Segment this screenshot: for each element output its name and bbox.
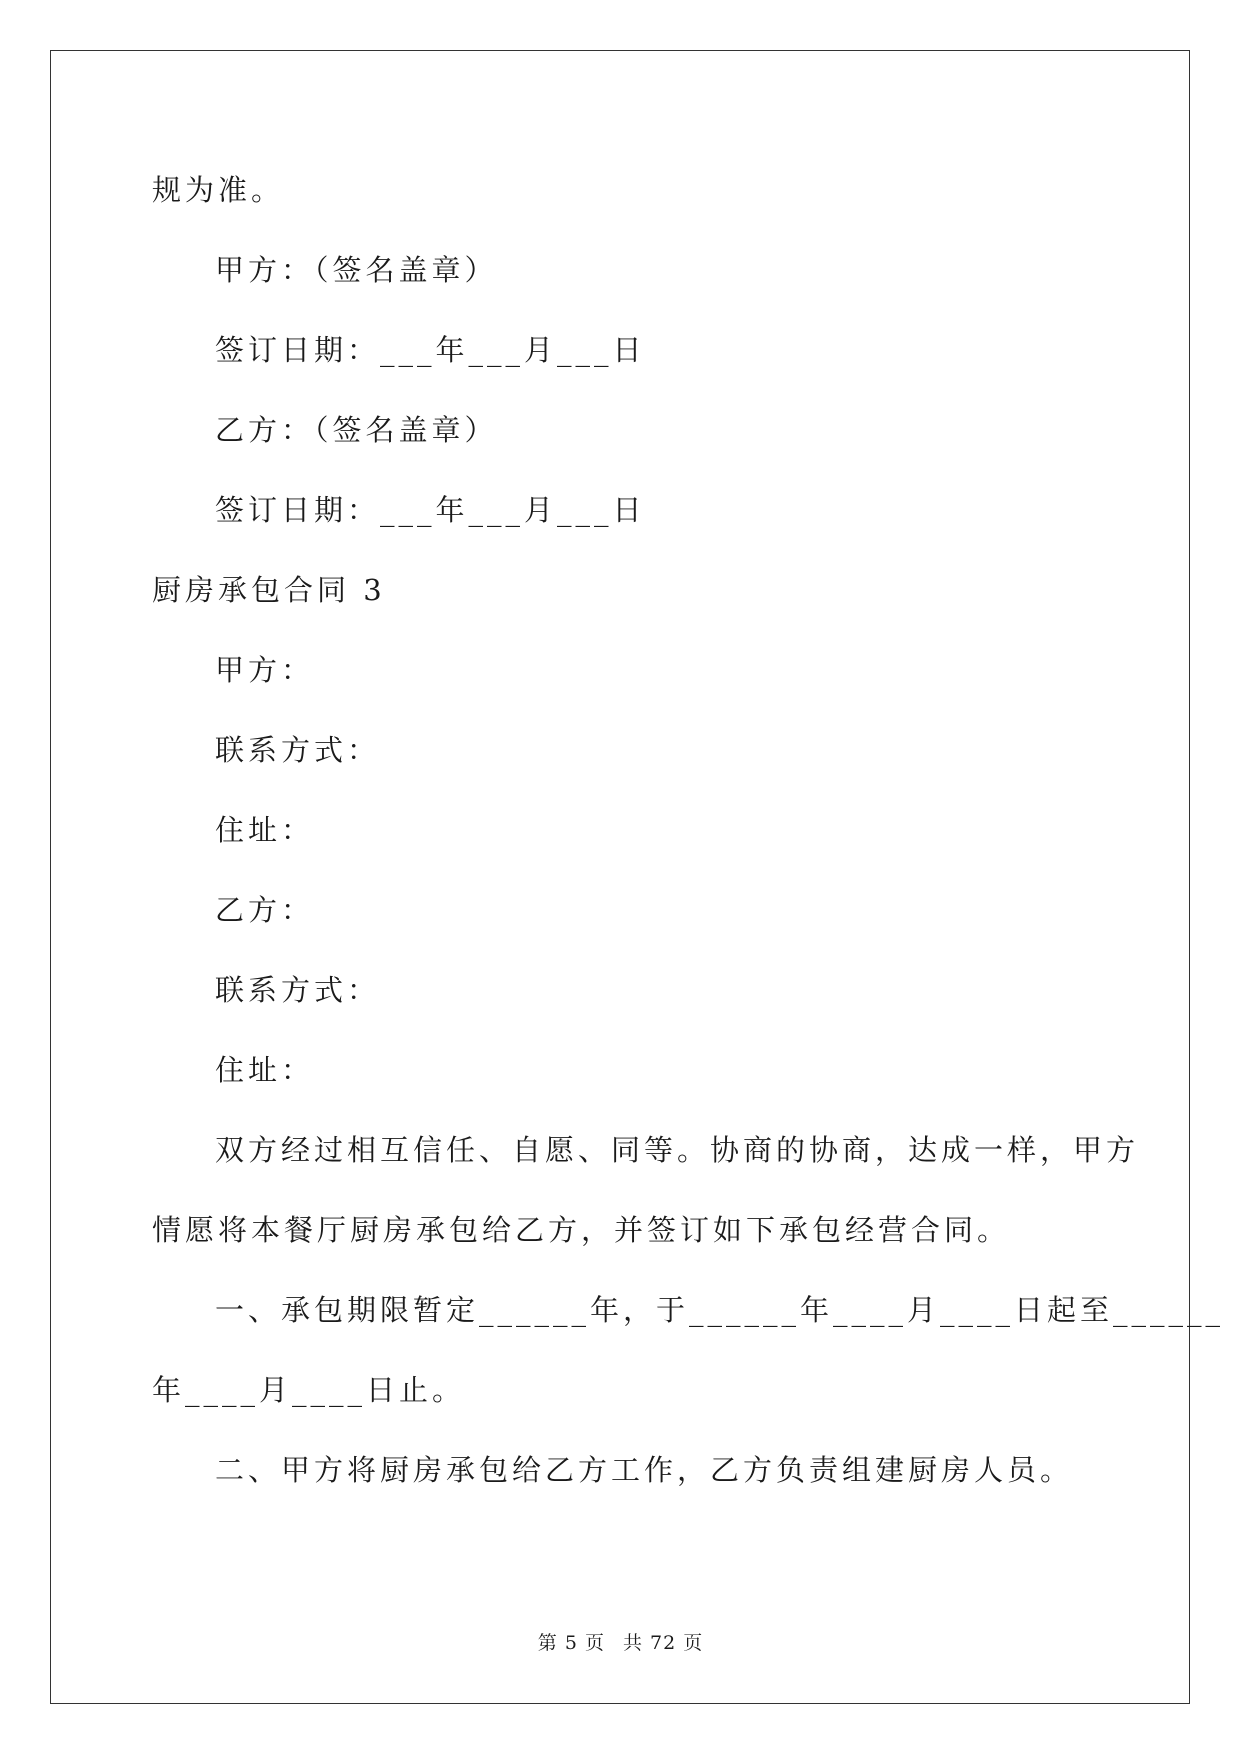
- party-a-contact: 联系方式：: [215, 733, 381, 767]
- party-a-address: 住址：: [215, 813, 315, 847]
- party-b-signing-date: 签订日期：___年___月___日: [215, 493, 646, 527]
- clause-2: 二、甲方将厨房承包给乙方工作，乙方负责组建厨房人员。: [215, 1453, 1074, 1487]
- party-b-label: 乙方：: [215, 893, 315, 927]
- paragraph-continuation: 规为准。: [152, 173, 285, 207]
- party-a-signing-date: 签订日期：___年___月___日: [215, 333, 646, 367]
- party-b-address: 住址：: [215, 1053, 315, 1087]
- intro-paragraph-line-2: 情愿将本餐厅厨房承包给乙方，并签订如下承包经营合同。: [152, 1213, 1011, 1247]
- page-number: 第 5 页: [537, 1632, 605, 1654]
- party-b-signature-line: 乙方：（签名盖章）: [215, 413, 498, 447]
- clause-1-line-2: 年____月____日止。: [152, 1373, 466, 1407]
- section-title: 厨房承包合同 3: [152, 573, 386, 607]
- party-a-signature-line: 甲方：（签名盖章）: [215, 253, 498, 287]
- clause-1-line-1: 一、承包期限暂定______年，于______年____月____日起至______: [215, 1293, 1225, 1327]
- intro-paragraph-line-1: 双方经过相互信任、自愿、同等。协商的协商，达成一样，甲方: [215, 1133, 1140, 1167]
- page-footer: [0, 1630, 1241, 1656]
- page-total: 共 72 页: [622, 1632, 704, 1654]
- party-b-contact: 联系方式：: [215, 973, 381, 1007]
- party-a-label: 甲方：: [215, 653, 315, 687]
